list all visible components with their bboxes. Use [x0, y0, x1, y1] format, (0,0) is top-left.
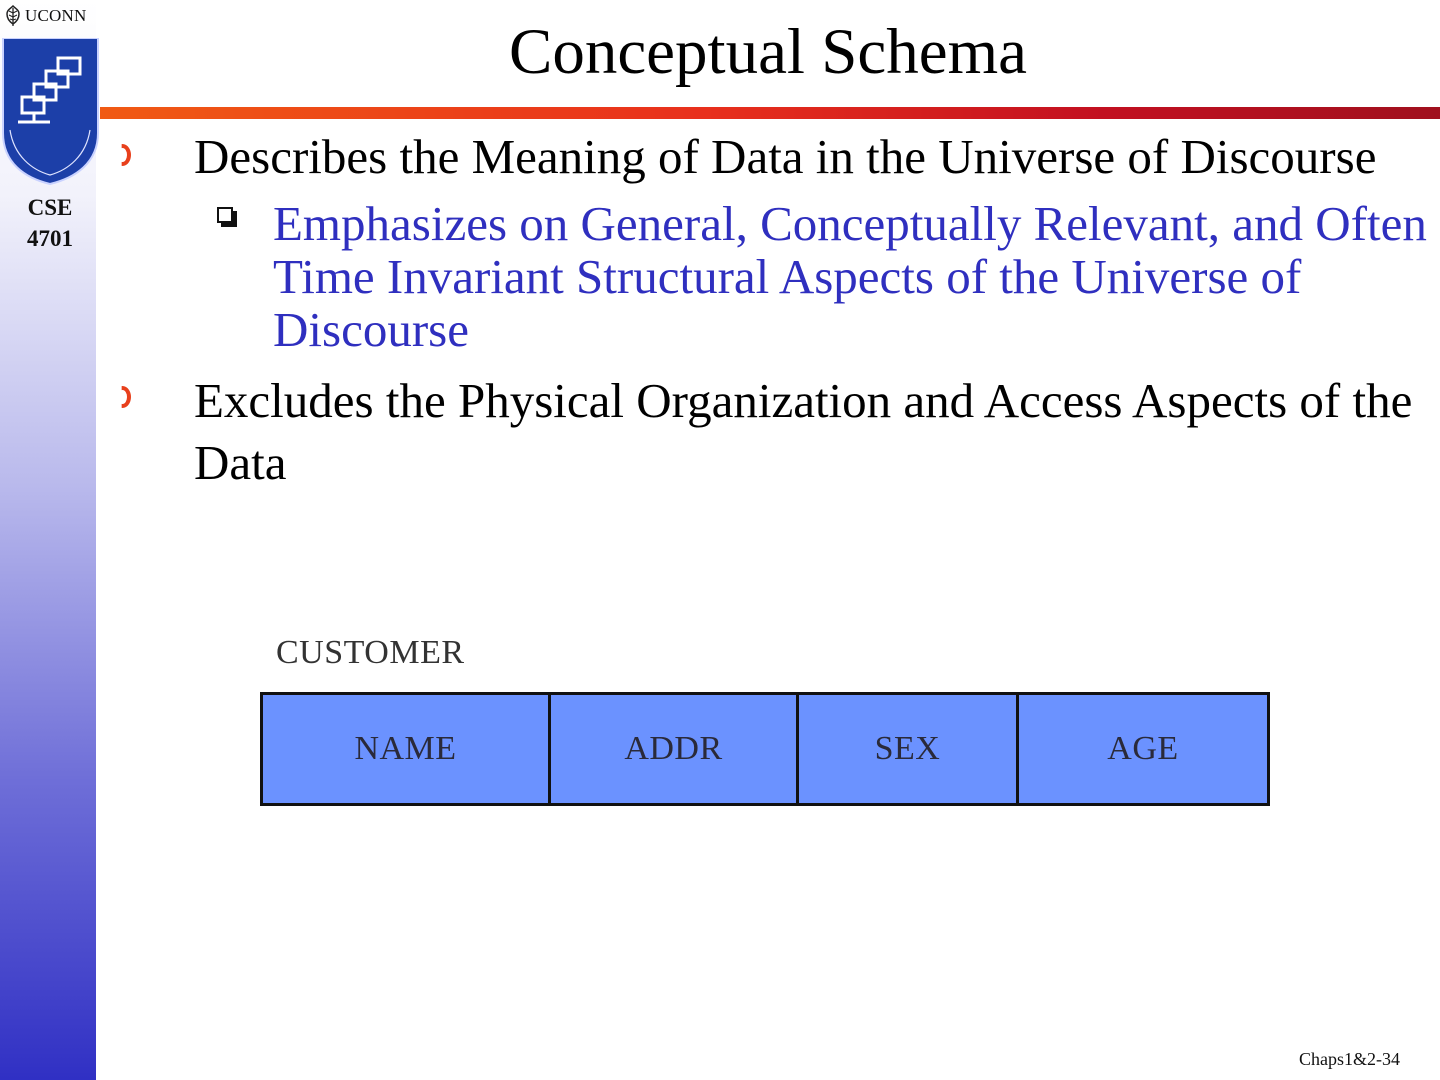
- bullet-text: Excludes the Physical Organization and Access Aspects of the Data: [194, 373, 1413, 490]
- page-number: Chaps1&2-34: [1299, 1049, 1400, 1069]
- attribute-cell: NAME: [263, 695, 551, 803]
- bullet-item: [100, 128, 1430, 185]
- university-name: UCONN: [25, 6, 87, 25]
- attribute-cell: SEX: [799, 695, 1019, 803]
- bullet-text: Describes the Meaning of Data in the Universe of Discourse: [194, 129, 1377, 184]
- slide-title: Conceptual Schema: [508, 16, 1028, 88]
- bullet-marker-icon: [114, 386, 131, 408]
- attribute-table: [260, 692, 1270, 806]
- sub-bullet-item: [100, 197, 1430, 356]
- oak-leaf-icon: [4, 5, 22, 27]
- department-logo: [0, 38, 100, 186]
- customer-schema-diagram: [258, 630, 1270, 810]
- entity-name: CUSTOMER: [276, 634, 465, 671]
- attribute-cell: ADDR: [551, 695, 799, 803]
- title-rule: [100, 107, 1440, 119]
- course-code-line2: 4701: [27, 226, 73, 251]
- sub-bullet-text: Emphasizes on General, Conceptually Relevant, and Often Time Invariant Structural Aspects of the Universe of Discourse: [273, 196, 1427, 357]
- uconn-header: [4, 4, 86, 28]
- attribute-cell: AGE: [1107, 730, 1179, 767]
- square-bullet-icon: [217, 207, 233, 223]
- bullet-item: [100, 370, 1430, 494]
- course-code-line1: CSE: [27, 195, 73, 220]
- bullet-marker-icon: [114, 144, 131, 166]
- course-label: [0, 192, 100, 254]
- bullet-list: [100, 128, 1430, 494]
